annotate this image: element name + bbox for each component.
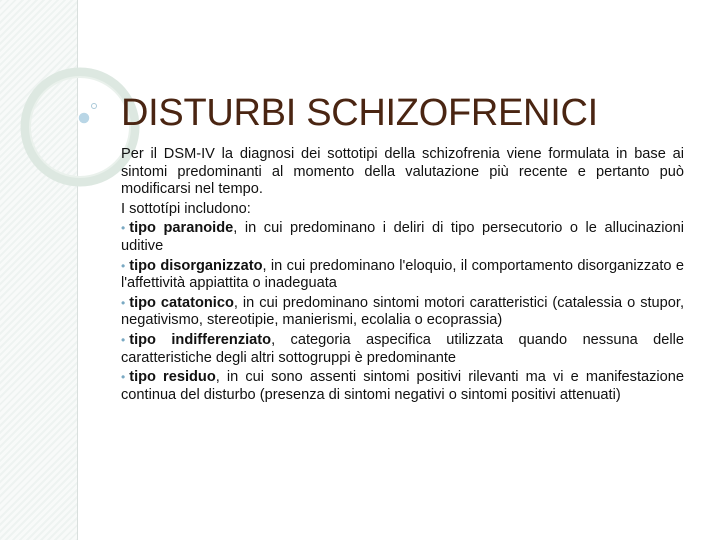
item-text: , categoria aspecifica utilizzata quando nessuna delle caratteristiche degli altri sottogruppi è predominante [121,331,684,366]
large-ring-inner [30,77,130,177]
item-text: , in cui predominano l'eloquio, il comportamento disorganizzato e l'affettività appiattita o inadeguata [121,257,684,292]
item-text: , in cui sono assenti sintomi positivi rilevanti ma vi e manifestazione continua del disturbo (presenza di sintomi negativi o sintomi positivi attenuati) [121,369,685,403]
list-item-indifferenziato [121,332,684,367]
subtypes-heading: I sottotípi includono: [121,200,251,217]
list-item-catatonico [121,295,684,330]
list-item-disorganizzato [121,258,684,293]
bullet-icon: • [121,370,126,385]
bullet-icon: • [121,258,126,273]
list-item-paranoide [121,220,684,255]
bullet-icon: • [121,332,126,347]
bullet-icon: • [121,295,126,310]
list-item-residuo [121,369,684,404]
intro-paragraph: Per il DSM-IV la diagnosi dei sottotipi della schizofrenia viene formulata in base ai sintomi predominanti al momento della valutazione più recente e pertanto può modificarsi nel tempo. [121,146,684,198]
item-text: , in cui predominano sintomi motori caratteristici (catalessia o stupor, negativismo, stereotipie, manierismi, ecolalia o ecoprassia) [121,294,685,329]
tiny-circle [92,104,97,109]
slide-body [121,146,684,406]
item-term: tipo disorganizzato [129,257,263,274]
item-term: tipo paranoide [129,220,234,237]
item-text: , in cui predominano i deliri di tipo persecutorio o le allucinazioni uditive [121,220,684,254]
item-term: tipo indifferenziato [129,331,272,348]
large-ring [25,72,135,182]
item-term: tipo residuo [129,369,216,386]
slide-title: DISTURBI SCHIZOFRENICI [121,92,598,134]
item-term: tipo catatonico [129,294,234,311]
small-bullet-circle [78,112,90,124]
bullet-icon: • [121,221,126,236]
